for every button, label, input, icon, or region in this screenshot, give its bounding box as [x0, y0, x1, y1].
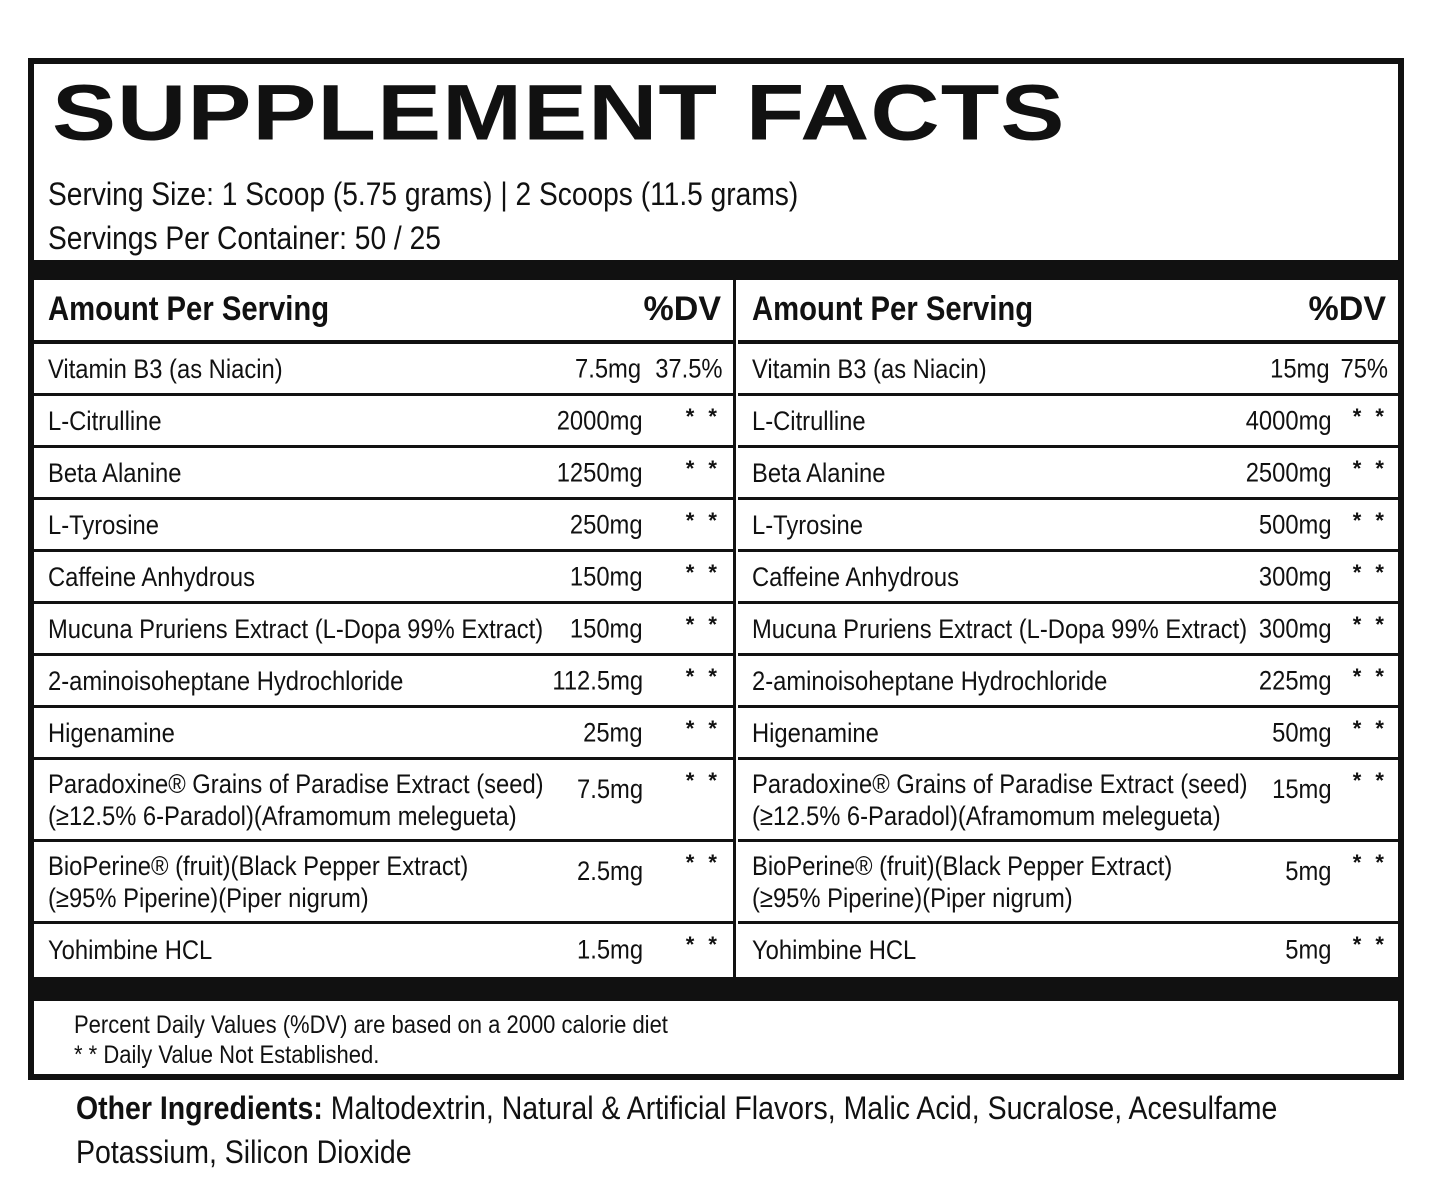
ingredient-amount: 500mg [1259, 509, 1332, 539]
ingredient-list [34, 344, 733, 976]
dv-not-established-marker: * * [1352, 508, 1388, 533]
ingredient-name: BioPerine® (fruit)(Black Pepper Extract) (≥95% Piperine)(Piper nigrum) [48, 850, 469, 913]
ingredient-amount: 300mg [1259, 613, 1332, 643]
ingredient-row [738, 842, 1398, 924]
dv-not-established-marker: * * [1352, 716, 1388, 741]
ingredient-name: Vitamin B3 (as Niacin) [752, 353, 987, 384]
ingredient-name: Mucuna Pruriens Extract (L-Dopa 99% Extract) [48, 613, 544, 644]
column-two-scoops [738, 280, 1398, 978]
ingredient-amount: 1250mg [557, 457, 643, 487]
ingredient-amount: 2.5mg [576, 856, 643, 886]
ingredient-row [738, 924, 1398, 976]
column-header [34, 280, 733, 344]
serving-info [48, 172, 798, 260]
ingredient-name: Beta Alanine [752, 457, 886, 488]
ingredient-amount: 7.5mg [574, 353, 641, 383]
divider-thick-bottom [34, 977, 1398, 1001]
ingredient-name: L-Citrulline [48, 405, 162, 436]
dv-not-established-marker: * * [1352, 768, 1388, 793]
ingredient-row [34, 396, 733, 448]
dv-not-established-marker: * * [685, 560, 721, 585]
dv-not-established-marker: * * [685, 716, 721, 741]
ingredient-row [34, 500, 733, 552]
ingredient-name: Higenamine [752, 717, 879, 748]
ingredient-name: Mucuna Pruriens Extract (L-Dopa 99% Extract) [752, 613, 1248, 644]
ingredient-name: Beta Alanine [48, 457, 182, 488]
ingredient-name: L-Tyrosine [752, 509, 863, 540]
ingredient-amount: 5mg [1285, 856, 1332, 886]
dv-label: %DV [643, 290, 721, 328]
column-one-scoop [34, 280, 736, 978]
ingredient-name: Yohimbine HCL [752, 935, 917, 965]
ingredient-row [738, 708, 1398, 760]
panel-title: SUPPLEMENT FACTS [52, 68, 1066, 157]
ingredient-row [34, 842, 733, 924]
ingredient-name: L-Tyrosine [48, 509, 159, 540]
ingredient-row [738, 604, 1398, 656]
ingredient-name: Caffeine Anhydrous [752, 561, 959, 592]
ingredient-row [738, 344, 1398, 396]
ingredient-row [738, 448, 1398, 500]
ingredient-row [34, 924, 733, 976]
dv-not-established-marker: * * [685, 664, 721, 689]
dv-label: %DV [1308, 290, 1386, 328]
ingredient-row [34, 448, 733, 500]
column-header [738, 280, 1398, 344]
dv-not-established-marker: * * [685, 508, 721, 533]
ingredient-name: 2-aminoisoheptane Hydrochloride [752, 665, 1108, 696]
other-ingredients-text: Maltodextrin, Natural & Artificial Flavors, Malic Acid, Sucralose, Acesulfame Potassium, Silicon Dioxide [76, 1090, 1278, 1170]
ingredient-row [738, 552, 1398, 604]
ingredient-list [738, 344, 1398, 976]
ingredient-name: Yohimbine HCL [48, 935, 213, 965]
dv-not-established-marker: * * [685, 850, 721, 875]
ingredient-amount: 2000mg [557, 405, 643, 435]
ingredient-row [738, 500, 1398, 552]
ingredient-amount: 250mg [570, 509, 643, 539]
divider-thick-top [34, 260, 1398, 280]
ingredient-row [738, 656, 1398, 708]
ingredient-row [34, 760, 733, 842]
dv-not-established-marker: * * [685, 932, 721, 957]
ingredient-amount: 1.5mg [576, 934, 643, 965]
ingredient-amount: 300mg [1259, 561, 1332, 591]
ingredient-name: 2-aminoisoheptane Hydrochloride [48, 665, 404, 696]
ingredient-amount: 112.5mg [552, 665, 643, 695]
ingredient-name: Paradoxine® Grains of Paradise Extract (seed) (≥12.5% 6-Paradol)(Aframomum melegueta) [48, 768, 544, 831]
ingredient-name: BioPerine® (fruit)(Black Pepper Extract) (≥95% Piperine)(Piper nigrum) [752, 850, 1173, 913]
ingredient-name: L-Citrulline [752, 405, 866, 436]
ingredient-amount: 2500mg [1246, 457, 1332, 487]
ingredient-name: Paradoxine® Grains of Paradise Extract (seed) (≥12.5% 6-Paradol)(Aframomum melegueta) [752, 768, 1248, 831]
dv-not-established-marker: * * [685, 612, 721, 637]
other-ingredients-label: Other Ingredients: [76, 1090, 323, 1126]
ingredient-amount: 5mg [1285, 934, 1332, 965]
ingredient-name: Caffeine Anhydrous [48, 561, 255, 592]
ingredient-amount: 4000mg [1246, 405, 1332, 435]
amount-per-serving-label: Amount Per Serving [48, 290, 330, 328]
dv-not-established-marker: * * [1352, 560, 1388, 585]
dv-not-established-marker: * * [1352, 664, 1388, 689]
dv-not-established-marker: * * [1352, 850, 1388, 875]
ingredient-row [34, 708, 733, 760]
ingredient-dv: 37.5% [655, 353, 723, 383]
ingredient-row [34, 552, 733, 604]
ingredient-amount: 150mg [570, 561, 643, 591]
other-ingredients [76, 1086, 1322, 1174]
ingredient-amount: 225mg [1259, 665, 1332, 695]
ingredient-name: Higenamine [48, 717, 175, 748]
ingredient-name: Vitamin B3 (as Niacin) [48, 353, 283, 384]
dv-not-established-marker: * * [1352, 404, 1388, 429]
servings-per-container: Servings Per Container: 50 / 25 [48, 220, 441, 256]
ingredient-row [34, 344, 733, 396]
ingredient-row [34, 604, 733, 656]
ingredient-amount: 50mg [1272, 717, 1332, 747]
footnote-dv-basis: Percent Daily Values (%DV) are based on a 2000 calorie diet [74, 1011, 668, 1039]
ingredient-amount: 25mg [583, 717, 643, 747]
supplement-facts-panel [28, 58, 1404, 1080]
ingredient-amount: 15mg [1270, 353, 1330, 383]
footnote [74, 1010, 668, 1070]
ingredient-row [34, 656, 733, 708]
ingredient-amount: 7.5mg [576, 774, 643, 804]
footnote-dv-not-established: * * Daily Value Not Established. [74, 1041, 380, 1069]
dv-not-established-marker: * * [1352, 456, 1388, 481]
ingredient-row [738, 760, 1398, 842]
ingredient-dv: 75% [1340, 353, 1388, 383]
dv-not-established-marker: * * [685, 404, 721, 429]
ingredient-amount: 150mg [570, 613, 643, 643]
serving-size: Serving Size: 1 Scoop (5.75 grams) | 2 Scoops (11.5 grams) [48, 176, 799, 212]
amount-per-serving-label: Amount Per Serving [752, 290, 1034, 328]
dv-not-established-marker: * * [685, 768, 721, 793]
dv-not-established-marker: * * [1352, 612, 1388, 637]
ingredient-row [738, 396, 1398, 448]
dv-not-established-marker: * * [685, 456, 721, 481]
dv-not-established-marker: * * [1352, 932, 1388, 957]
ingredient-amount: 15mg [1272, 774, 1332, 804]
